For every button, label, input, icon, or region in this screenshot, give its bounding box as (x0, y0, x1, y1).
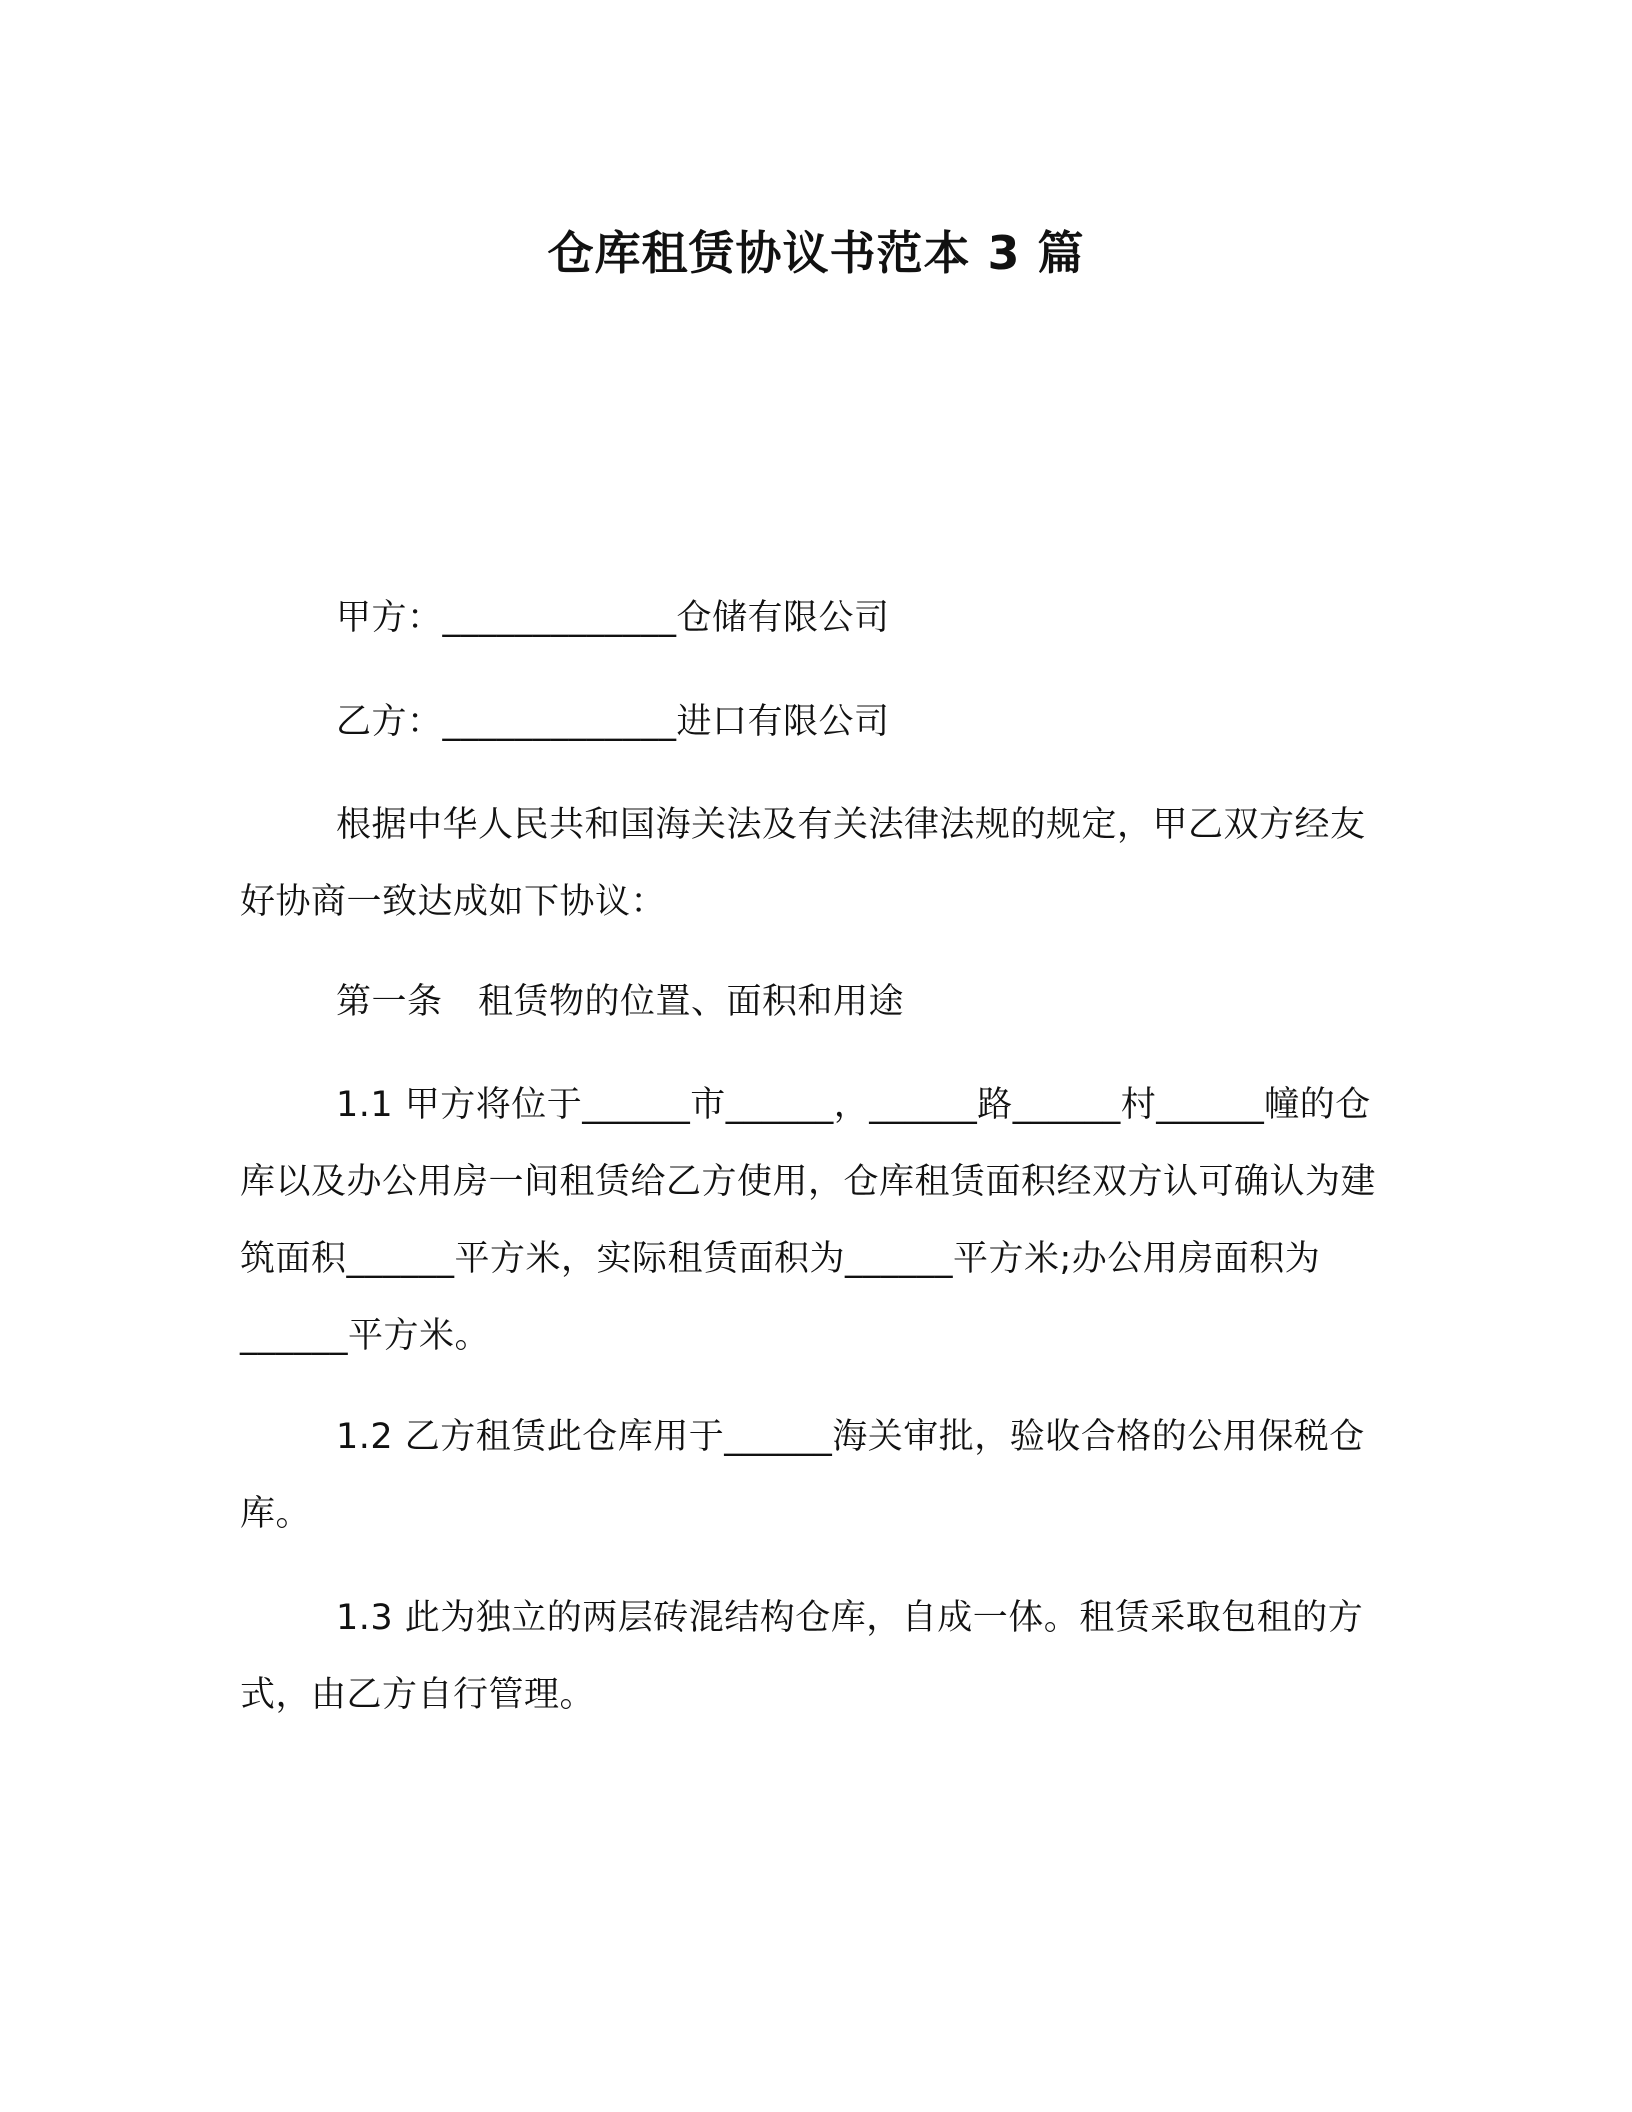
article-1-heading: 第一条 租赁物的位置、面积和用途 (336, 982, 905, 1022)
clause-1-1: 1.1 甲方将位于______市______，______路______村______幢的仓库以及办公用房一间租赁给乙方使用，仓库租赁面积经双方认可确认为建筑面积______平方米，实际租赁面积为______平方米;办公用房面积为______平方米。 (240, 1085, 1377, 1356)
intro-paragraph: 根据中华人民共和国海关法及有关法律法规的规定，甲乙双方经友好协商一致达成如下协议： (240, 805, 1366, 922)
clause-1-3: 1.3 此为独立的两层砖混结构仓库，自成一体。租赁采取包租的方式，由乙方自行管理。 (240, 1598, 1364, 1715)
document-title: 仓库租赁协议书范本 3 篇 (547, 226, 1085, 280)
clause-1-2: 1.2 乙方租赁此仓库用于______海关审批，验收合格的公用保税仓库。 (240, 1417, 1365, 1534)
party-a-line: 甲方：_____________仓储有限公司 (336, 598, 890, 638)
party-b-line: 乙方：_____________进口有限公司 (336, 702, 890, 742)
